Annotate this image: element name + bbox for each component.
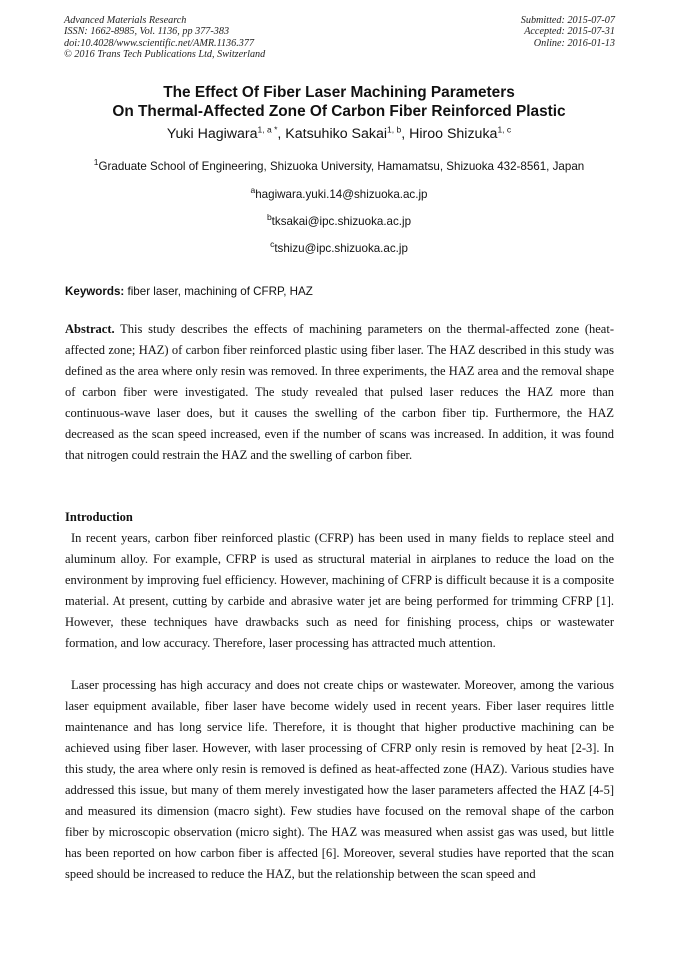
title-line-1: The Effect Of Fiber Laser Machining Parameters <box>163 84 515 101</box>
author-name: Yuki Hagiwara <box>166 126 258 142</box>
keywords-text: fiber laser, machining of CFRP, HAZ <box>124 285 313 298</box>
affiliation <box>40 159 638 174</box>
copyright-line: © 2016 Trans Tech Publications Ltd, Switzerland <box>64 49 266 61</box>
author-superscript: 1, a * <box>257 124 278 135</box>
email-address: hagiwara.yuki.14@shizuoka.ac.jp <box>255 188 428 201</box>
abstract <box>65 319 614 466</box>
author-list <box>40 125 638 143</box>
email-address: tshizu@ipc.shizuoka.ac.jp <box>274 242 408 255</box>
email-superscript: a <box>250 185 256 196</box>
section-heading-introduction: Introduction <box>65 510 133 524</box>
introduction-paragraph-1: In recent years, carbon fiber reinforced plastic (CFRP) has been used in many fields to replace steel and aluminum alloy. For example, CFRP is used as structural material in airplanes to reduce the load on the environment by improving fuel efficiency. However, machining of CFRP is difficult because it is a composite material. At present, cutting by carbide and abrasive water jet are being performed for trimming CFRP [1]. However, these techniques have drawbacks such as need for finishing process, chips or wastewater formation, and low accuracy. Therefore, laser processing has attracted much attention. <box>65 531 614 650</box>
doi-line: doi:10.4028/www.scientific.net/AMR.1136.377 <box>64 37 255 49</box>
introduction-paragraph-2: Laser processing has high accuracy and does not create chips or wastewater. Moreover, among the various laser equipment available, fiber laser have become widely used in recent years. Fiber laser requires little maintenance and has long service life. Therefore, it is thought that higher productive machining can be achieved using fiber laser. However, with laser processing of CFRP only resin is removed by heat [2-3]. In this study, the area where only resin is removed is defined as heat-affected zone (HAZ). Various studies have addressed this issue, but many of them merely investigated how the laser parameters affected the HAZ [4-5] and measured its dimension (macro sight). Few studies have focused on the removal shape of the carbon fiber by microscopic observation (micro sight). The HAZ was measured when assist gas was used, but little has been reported on how carbon fiber is affected [6]. Moreover, several studies have reported that the scan speed should be increased to reduce the HAZ, but the relationship between the scan speed and <box>65 678 614 881</box>
email-superscript: b <box>266 212 272 223</box>
journal-name: Advanced Materials Research <box>64 15 187 26</box>
submission-dates <box>521 15 615 49</box>
email-line <box>40 241 638 256</box>
affiliation-superscript: 1 <box>93 157 99 168</box>
author-name: Katsuhiko Sakai <box>285 126 388 142</box>
online-date: Online: 2016-01-13 <box>533 37 615 49</box>
author-superscript: 1, b <box>387 124 402 135</box>
abstract-text: This study describes the effects of machining parameters on the thermal-affected zone (heat-affected zone; HAZ) of carbon fiber reinforced plastic using fiber laser. The HAZ described in this study was defined as the area where only resin was removed. In three experiments, the HAZ area and the removal shape of carbon fiber were investigated. The study revealed that pulsed laser reduces the HAZ more than continuous-wave laser does, but it causes the swelling of the carbon fiber tip. Furthermore, the HAZ decreased as the scan speed increased, even if the number of scans was increased. In addition, it was found that nitrogen could restrain the HAZ and the swelling of carbon fiber. <box>65 322 614 462</box>
author-name: Hiroo Shizuka <box>409 126 498 142</box>
keywords-label: Keywords: <box>65 285 125 298</box>
journal-info <box>64 15 265 61</box>
keywords <box>65 284 313 299</box>
affiliation-text: Graduate School of Engineering, Shizuoka University, Hamamatsu, Shizuoka 432-8561, Japan <box>98 160 585 173</box>
title-line-2: On Thermal-Affected Zone Of Carbon Fiber Reinforced Plastic <box>112 103 566 120</box>
email-address: tksakai@ipc.shizuoka.ac.jp <box>271 215 412 228</box>
paper-title <box>40 83 638 121</box>
author-separator: , <box>277 126 286 142</box>
issn-line: ISSN: 1662-8985, Vol. 1136, pp 377-383 <box>64 26 230 38</box>
accepted-date: Accepted: 2015-07-31 <box>524 26 615 38</box>
email-line <box>40 187 638 202</box>
author-separator: , <box>401 126 410 142</box>
email-line <box>40 214 638 229</box>
author-superscript: 1, c <box>497 124 512 135</box>
email-superscript: c <box>270 239 275 250</box>
submitted-date: Submitted: 2015-07-07 <box>520 15 615 26</box>
abstract-label: Abstract. <box>65 322 115 336</box>
